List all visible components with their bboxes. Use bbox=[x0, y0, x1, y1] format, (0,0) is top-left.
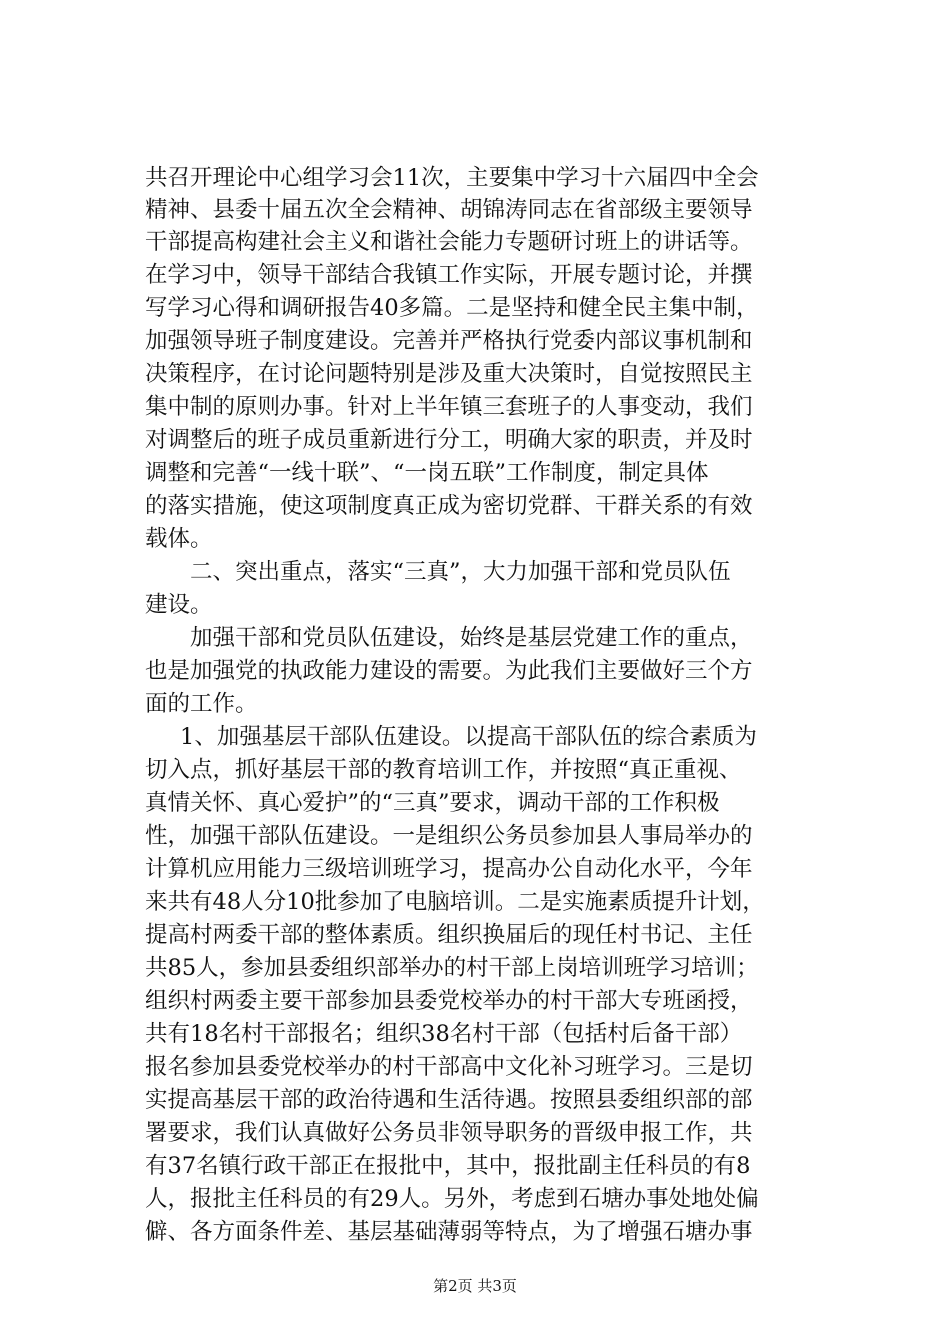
section-heading-line: 二、突出重点，落实“三真”，大力加强干部和党员队伍 bbox=[190, 559, 731, 585]
text-line: 实提高基层干部的政治待遇和生活待遇。按照县委组织部的部 bbox=[145, 1087, 753, 1113]
text-line: 决策程序，在讨论问题特别是涉及重大决策时，自觉按照民主 bbox=[145, 361, 753, 387]
text-line: 共85人，参加县委组织部举办的村干部上岗培训班学习培训； bbox=[145, 955, 759, 981]
text-line: 也是加强党的执政能力建设的需要。为此我们主要做好三个方 bbox=[145, 658, 753, 684]
text-line: 报名参加县委党校举办的村干部高中文化补习班学习。三是切 bbox=[145, 1054, 753, 1080]
text-line: 在学习中，领导干部结合我镇工作实际，开展专题讨论，并撰 bbox=[145, 262, 753, 288]
text-line: 真情关怀、真心爱护”的“三真”要求，调动干部的工作积极 bbox=[145, 790, 720, 816]
text-line: 共召开理论中心组学习会11次，主要集中学习十六届四中全会 bbox=[145, 165, 759, 191]
section-heading-line: 建设。 bbox=[145, 592, 213, 618]
text-line: 的落实措施，使这项制度真正成为密切党群、干群关系的有效 bbox=[145, 493, 753, 519]
text-line: 写学习心得和调研报告40多篇。二是坚持和健全民主集中制， bbox=[145, 295, 759, 321]
text-line: 僻、各方面条件差、基层基础薄弱等特点，为了增强石塘办事 bbox=[145, 1219, 753, 1245]
text-line: 共有18名村干部报名；组织38名村干部（包括村后备干部） bbox=[145, 1021, 743, 1047]
page-number-footer: 第2页 共3页 bbox=[433, 1277, 517, 1295]
text-line: 加强领导班子制度建设。完善并严格执行党委内部议事机制和 bbox=[145, 328, 753, 354]
text-line: 面的工作。 bbox=[145, 691, 258, 717]
text-line: 人，报批主任科员的有29人。另外，考虑到石塘办事处地处偏 bbox=[145, 1186, 759, 1212]
text-line: 切入点，抓好基层干部的教育培训工作，并按照“真正重视、 bbox=[145, 757, 742, 783]
text-line: 调整和完善“一线十联”、“一岗五联”工作制度，制定具体 bbox=[145, 460, 709, 486]
text-line: 精神、县委十届五次全会精神、胡锦涛同志在省部级主要领导 bbox=[145, 197, 753, 223]
text-line: 对调整后的班子成员重新进行分工，明确大家的职责，并及时 bbox=[145, 427, 753, 453]
text-line: 1、加强基层干部队伍建设。以提高干部队伍的综合素质为 bbox=[180, 724, 757, 750]
text-line: 计算机应用能力三级培训班学习，提高办公自动化水平，今年 bbox=[145, 856, 753, 882]
text-line: 来共有48人分10批参加了电脑培训。二是实施素质提升计划， bbox=[145, 889, 765, 915]
text-line: 提高村两委干部的整体素质。组织换届后的现任村书记、主任 bbox=[145, 922, 753, 948]
text-line: 集中制的原则办事。针对上半年镇三套班子的人事变动，我们 bbox=[145, 394, 753, 420]
text-line: 载体。 bbox=[145, 526, 213, 552]
text-line: 有37名镇行政干部正在报批中，其中，报批副主任科员的有8 bbox=[145, 1153, 751, 1179]
text-line: 署要求，我们认真做好公务员非领导职务的晋级申报工作，共 bbox=[145, 1120, 753, 1146]
text-line: 组织村两委主要干部参加县委党校举办的村干部大专班函授， bbox=[145, 988, 753, 1014]
text-line: 加强干部和党员队伍建设，始终是基层党建工作的重点， bbox=[190, 625, 753, 651]
text-line: 性，加强干部队伍建设。一是组织公务员参加县人事局举办的 bbox=[145, 823, 753, 849]
text-line: 干部提高构建社会主义和谐社会能力专题研讨班上的讲话等。 bbox=[145, 229, 753, 255]
